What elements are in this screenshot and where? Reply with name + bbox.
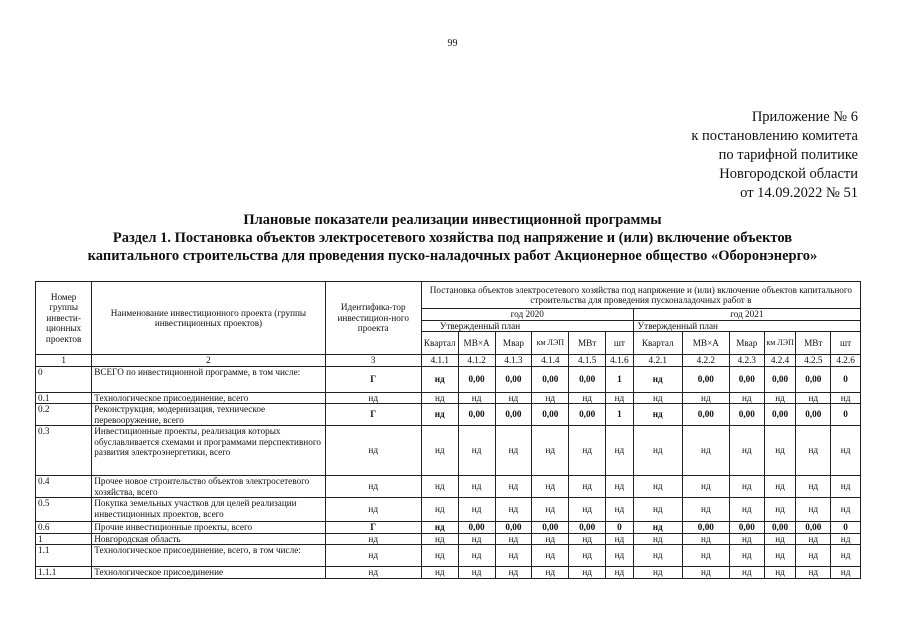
row-value: 0,00 [532,366,569,392]
column-number: 4.2.3 [729,355,764,367]
column-number: 1 [36,355,92,367]
title-line: капитального строительства для проведения пуско-наладочных работ Акционерное общество «Оборонэнерго» [87,248,818,264]
table-row [36,426,861,476]
document-title [0,211,905,265]
column-number: 4.1.3 [495,355,532,367]
column-number: 4.1.2 [458,355,495,367]
header-unit: шт [831,332,861,355]
row-name: Покупка земельных участков для целей реализации инвестиционных проектов, всего [92,498,325,522]
row-number: 1.1.1 [36,567,92,579]
appendix-line: к постановлению комитета [691,128,858,144]
row-value: нд [831,426,861,476]
header-identifier: Идентифика-тор инвестицион-ного проекта [325,282,421,355]
row-value: нд [495,426,532,476]
row-value: нд [421,426,458,476]
row-value: нд [532,533,569,545]
row-value: нд [729,498,764,522]
column-number: 3 [325,355,421,367]
row-value: нд [532,545,569,567]
row-value: нд [532,498,569,522]
row-value: нд [729,392,764,404]
row-value: 0 [606,522,634,534]
row-value: нд [421,404,458,426]
row-identifier: Г [325,366,421,392]
table-row [36,392,861,404]
row-value: нд [831,567,861,579]
table-row [36,522,861,534]
row-value: нд [569,426,606,476]
row-value: нд [458,392,495,404]
row-value: 0,00 [682,522,729,534]
row-number: 0 [36,366,92,392]
row-value: нд [495,392,532,404]
row-number: 0.5 [36,498,92,522]
row-identifier: нд [325,545,421,567]
row-value: нд [796,545,831,567]
appendix-line: Новгородской области [719,166,858,182]
row-identifier: нд [325,567,421,579]
row-value: нд [458,426,495,476]
row-number: 1.1 [36,545,92,567]
header-unit: км ЛЭП [532,332,569,355]
row-value: нд [569,533,606,545]
row-value: нд [633,533,682,545]
header-main: Постановка объектов электросетевого хозяйства под напряжение и (или) включение объектов капитального строительства для проведения пусконаладочных работ в [421,282,860,309]
row-value: нд [569,545,606,567]
row-value: 0,00 [569,366,606,392]
header-unit: МВт [569,332,606,355]
row-identifier: нд [325,498,421,522]
row-value: нд [831,392,861,404]
row-value: нд [796,567,831,579]
row-value: нд [458,567,495,579]
row-value: нд [421,545,458,567]
row-value: 1 [606,366,634,392]
row-value: нд [682,392,729,404]
header-unit: МВ×А [682,332,729,355]
column-number: 4.2.5 [796,355,831,367]
table-row [36,498,861,522]
row-value: нд [633,522,682,534]
header-unit: Квартал [633,332,682,355]
table-row [36,567,861,579]
row-name: Технологическое присоединение, всего [92,392,325,404]
row-value: 0,00 [495,366,532,392]
row-value: нд [421,522,458,534]
row-value: нд [495,533,532,545]
row-value: 0,00 [729,404,764,426]
row-value: нд [682,545,729,567]
row-value: 0,00 [764,404,796,426]
row-identifier: нд [325,426,421,476]
header-unit: км ЛЭП [764,332,796,355]
table-row [36,533,861,545]
row-value: 0,00 [729,522,764,534]
row-name: Реконструкция, модернизация, техническое перевооружение, всего [92,404,325,426]
table-row [36,404,861,426]
row-value: нд [729,545,764,567]
row-value: нд [682,567,729,579]
row-identifier: нд [325,533,421,545]
row-value: нд [606,392,634,404]
row-value: нд [569,392,606,404]
row-value: нд [729,476,764,498]
row-value: нд [796,533,831,545]
row-value: нд [764,476,796,498]
row-value: нд [831,533,861,545]
row-value: нд [633,366,682,392]
appendix-line: по тарифной политике [718,147,858,163]
row-value: нд [764,533,796,545]
row-value: нд [495,567,532,579]
row-value: нд [633,567,682,579]
column-number: 4.2.1 [633,355,682,367]
row-value: нд [532,476,569,498]
row-value: 0 [831,404,861,426]
table-row [36,476,861,498]
appendix-line: Приложение № 6 [751,109,858,125]
table-row [36,545,861,567]
row-value: нд [796,392,831,404]
row-value: нд [421,476,458,498]
column-number: 4.1.5 [569,355,606,367]
title-line: Раздел 1. Постановка объектов электросетевого хозяйства под напряжение и (или) включение объектов [112,230,793,246]
row-value: 0 [831,366,861,392]
row-value: нд [569,567,606,579]
row-value: 0,00 [796,404,831,426]
row-value: нд [532,392,569,404]
row-value: нд [764,426,796,476]
row-value: нд [682,533,729,545]
appendix-line: от 14.09.2022 № 51 [740,185,858,201]
row-value: нд [421,392,458,404]
row-value: нд [421,366,458,392]
row-identifier: нд [325,476,421,498]
header-group-number: Номер группы инвести-ционных проектов [36,282,92,355]
row-value: нд [729,426,764,476]
row-value: нд [569,498,606,522]
row-value: нд [796,426,831,476]
row-value: нд [421,498,458,522]
row-value: нд [532,567,569,579]
row-identifier: Г [325,522,421,534]
column-number: 4.1.4 [532,355,569,367]
row-value: 1 [606,404,634,426]
row-value: нд [606,476,634,498]
row-value: нд [458,476,495,498]
row-value: нд [606,545,634,567]
row-value: 0,00 [569,522,606,534]
header-unit: МВт [796,332,831,355]
row-value: нд [606,498,634,522]
row-name: Технологическое присоединение, всего, в том числе: [92,545,325,567]
header-plan-2021: Утвержденный план [633,320,860,332]
row-value: нд [606,533,634,545]
row-value: нд [633,498,682,522]
header-unit: Мвар [495,332,532,355]
row-value: нд [633,476,682,498]
row-name: Прочие инвестиционные проекты, всего [92,522,325,534]
row-value: 0,00 [532,522,569,534]
row-value: 0,00 [764,366,796,392]
row-number: 0.2 [36,404,92,426]
row-value: нд [569,476,606,498]
row-value: нд [796,476,831,498]
title-line: Плановые показатели реализации инвестиционной программы [243,212,662,228]
row-value: нд [796,498,831,522]
row-value: 0,00 [458,366,495,392]
row-value: 0,00 [458,522,495,534]
row-number: 0.4 [36,476,92,498]
column-number: 2 [92,355,325,367]
column-number: 4.2.2 [682,355,729,367]
row-value: нд [458,498,495,522]
row-number: 0.1 [36,392,92,404]
row-value: 0,00 [532,404,569,426]
row-value: нд [606,426,634,476]
header-project-name: Наименование инвестиционного проекта (группы инвестиционных проектов) [92,282,325,355]
row-value: нд [633,392,682,404]
row-value: 0,00 [569,404,606,426]
row-value: нд [633,404,682,426]
row-value: нд [682,498,729,522]
row-name: Технологическое присоединение [92,567,325,579]
header-unit: шт [606,332,634,355]
row-identifier: Г [325,404,421,426]
row-value: нд [682,426,729,476]
row-name: ВСЕГО по инвестиционной программе, в том числе: [92,366,325,392]
row-value: нд [421,567,458,579]
row-value: нд [495,498,532,522]
row-value: нд [633,426,682,476]
row-value: 0,00 [764,522,796,534]
table-row [36,366,861,392]
row-value: нд [421,533,458,545]
row-value: 0,00 [796,522,831,534]
row-value: нд [831,476,861,498]
row-value: 0,00 [495,404,532,426]
row-value: нд [458,533,495,545]
row-value: нд [495,545,532,567]
row-value: нд [633,545,682,567]
row-value: нд [682,476,729,498]
row-value: нд [831,498,861,522]
header-unit: МВ×А [458,332,495,355]
row-name: Новгородская область [92,533,325,545]
row-value: нд [764,545,796,567]
row-value: 0,00 [729,366,764,392]
row-value: нд [495,476,532,498]
column-number: 4.1.1 [421,355,458,367]
row-value: нд [764,567,796,579]
column-number: 4.1.6 [606,355,634,367]
row-value: 0,00 [796,366,831,392]
row-value: 0,00 [682,366,729,392]
row-number: 0.6 [36,522,92,534]
investment-table [35,281,861,579]
row-value: нд [764,392,796,404]
row-identifier: нд [325,392,421,404]
header-plan-2020: Утвержденный план [421,320,633,332]
row-name: Прочее новое строительство объектов электросетевого хозяйства, всего [92,476,325,498]
row-value: 0 [831,522,861,534]
row-value: 0,00 [458,404,495,426]
row-value: нд [532,426,569,476]
row-value: нд [831,545,861,567]
row-value: нд [729,533,764,545]
row-value: 0,00 [682,404,729,426]
row-number: 0.3 [36,426,92,476]
header-year-2021: год 2021 [633,309,860,321]
header-unit: Квартал [421,332,458,355]
row-value: нд [729,567,764,579]
row-value: нд [458,545,495,567]
row-number: 1 [36,533,92,545]
page-number: 99 [447,38,458,49]
appendix-block [691,108,858,203]
row-value: 0,00 [495,522,532,534]
row-value: нд [606,567,634,579]
column-number: 4.2.4 [764,355,796,367]
header-year-2020: год 2020 [421,309,633,321]
column-number: 4.2.6 [831,355,861,367]
row-name: Инвестиционные проекты, реализация которых обуславливается схемами и программами перспективного развития электроэнергетики, всего [92,426,325,476]
row-value: нд [764,498,796,522]
header-unit: Мвар [729,332,764,355]
